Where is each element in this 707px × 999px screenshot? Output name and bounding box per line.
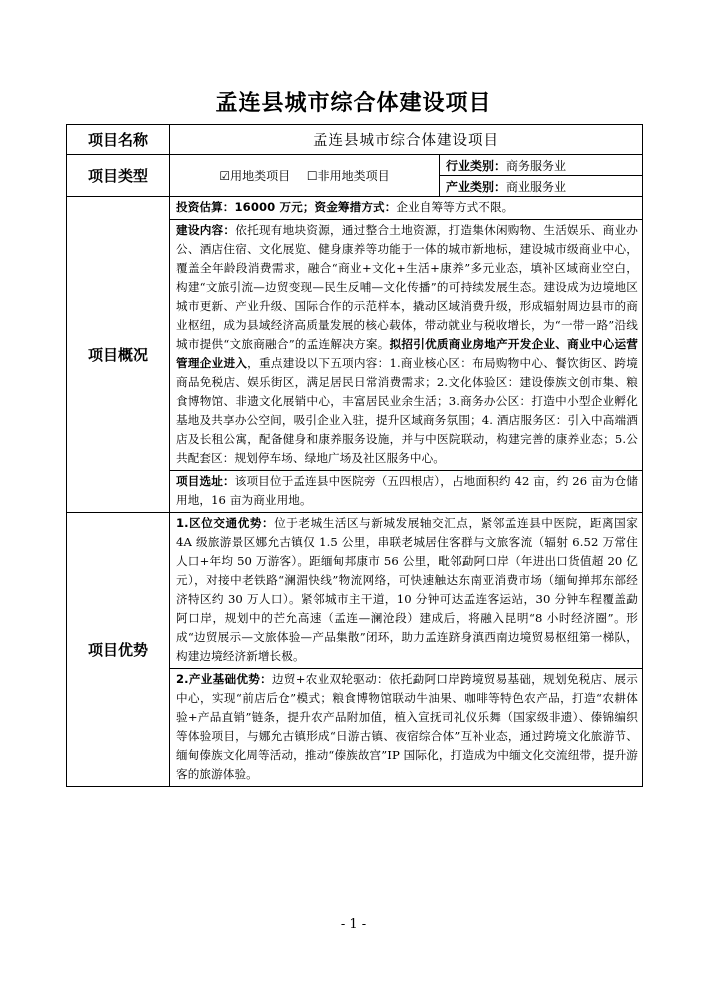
funding-label: 资金筹措方式： xyxy=(314,200,397,214)
project-table xyxy=(66,124,643,787)
overview-content xyxy=(170,220,643,471)
row-advantage-location xyxy=(67,513,643,669)
site-label: 项目选址： xyxy=(176,474,235,488)
industry-label: 行业类别： xyxy=(446,158,507,173)
advantage-2-label: 2.产业基础优势： xyxy=(176,672,272,686)
row-project-name xyxy=(67,125,643,155)
advantage-2-text: 边贸+农业双轮驱动：依托勐阿口岸跨境贸易基础，规划免税店、展示中心，实现“前店后仓”模式；粮食博物馆联动牛油果、咖啡等特色农产品，打造“农耕体验+产品直销”链条，提升农产品附加值，植入宣抚司礼仪乐舞（国家级非遗）、傣锦编织等体验项目，与娜允古镇形成“日游古镇、夜宿综合体”互补业态，通过跨境文化旅游节、缅甸傣族文化周等活动，推动“傣族故宫”IP 国际化，打造成为中缅文化交流纽带，提升游客的旅游体验。 xyxy=(176,672,638,781)
sector-value: 商业服务业 xyxy=(506,179,567,194)
sector-label: 产业类别： xyxy=(446,179,507,194)
label-project-type: 项目类型 xyxy=(67,155,170,197)
project-type-options xyxy=(170,155,440,197)
overview-investment xyxy=(170,197,643,220)
label-advantages: 项目优势 xyxy=(67,513,170,787)
content-text-2: ，重点建设以下五项内容：1.商业核心区：布局购物中心、餐饮街区、跨境商品免税店、娱乐街区，满足居民日常消费需求；2.文化体验区：建设傣族文创市集、粮食博物馆、非遗文化展销中心，丰富居民业余生活；3.商务办公区：打造中小型企业孵化基地及共享办公空间，吸引企业入驻，提升区域商务氛围；4. 酒店服务区：引入中高端酒店及长租公寓，配备健身和康养服务设施，并与中医院联动，构建完善的康养业态；5.公共配套区：规划停车场、绿地广场及社区服务中心。 xyxy=(176,356,638,465)
content-bold: 拟招引优质商业房地产开发企业、商业中心运营管理企业进入 xyxy=(176,337,638,370)
industry-category xyxy=(440,155,643,176)
content-label: 建设内容： xyxy=(176,223,236,237)
advantage-location xyxy=(170,513,643,669)
site-text: 该项目位于孟连县中医院旁（五四根店），占地面积约 42 亩，约 26 亩为仓储用地，16 亩为商业用地。 xyxy=(176,474,638,507)
page-number: - 1 - xyxy=(340,917,367,932)
advantage-1-text: 位于老城生活区与新城发展轴交汇点，紧邻孟连县中医院，距离国家 4A 级旅游景区娜允古镇仅 1.5 公里，串联老城居住客群与文旅客流（辐射 6.52 万常住人口+年均 50 万游客）。距缅甸邦康市 56 公里，毗邻勐阿口岸（年进出口货值超 20 亿元），对接中老铁路“澜湄快线”物流网络，可快速触达东南亚消费市场（缅甸掸邦东部经济特区约 30 万人口）。紧邻城市主干道，10 分钟可达孟连客运站，30 分钟车程覆盖勐阿口岸，规划中的芒允高速（孟连—澜沧段）建成后，将融入昆明“8 小时经济圈”。形成“边贸展示—文旅体验—产品集散”闭环，助力孟连跻身滇西南边境贸易枢纽第一梯队，构建边境经济新增长极。 xyxy=(176,516,638,663)
project-name-value: 孟连县城市综合体建设项目 xyxy=(170,125,643,155)
investment-value: 16000 万元； xyxy=(234,200,315,214)
industry-value: 商务服务业 xyxy=(506,158,567,173)
content-text-1: 依托现有地块资源，通过整合土地资源，打造集休闲购物、生活娱乐、商业办公、酒店住宿、文化展览、健身康养等功能于一体的城市新地标，建设城市级商业中心，覆盖全年龄段消费需求，融合“商业+文化+生活+康养”多元业态，填补区域商业空白，构建“文旅引流—边贸变现—民生反哺—文化传播”的可持续发展生态。建设成为边境地区城市更新、产业升级、国际合作的示范样本，撬动区域消费升级，形成辐射周边县市的商业枢纽，成为县域经济高质量发展的核心载体，带动就业与税收增长，为“一带一路”沿线城市提供“文旅商融合”的孟连解决方案。 xyxy=(176,223,638,351)
label-project-name: 项目名称 xyxy=(67,125,170,155)
investment-label: 投资估算： xyxy=(176,200,235,214)
checkbox-land-project: ☑用地类项目 xyxy=(219,169,291,183)
checkbox-non-land-project: ☐非用地类项目 xyxy=(306,169,390,183)
label-overview: 项目概况 xyxy=(67,197,170,513)
advantage-1-label: 1.区位交通优势： xyxy=(176,516,275,530)
document-title: 孟连县城市综合体建设项目 xyxy=(215,91,492,116)
overview-site xyxy=(170,471,643,513)
advantage-industry xyxy=(170,669,643,787)
row-project-type xyxy=(67,155,643,176)
sector-category xyxy=(440,176,643,197)
row-overview-investment xyxy=(67,197,643,220)
funding-value: 企业自筹等方式不限。 xyxy=(396,200,514,214)
